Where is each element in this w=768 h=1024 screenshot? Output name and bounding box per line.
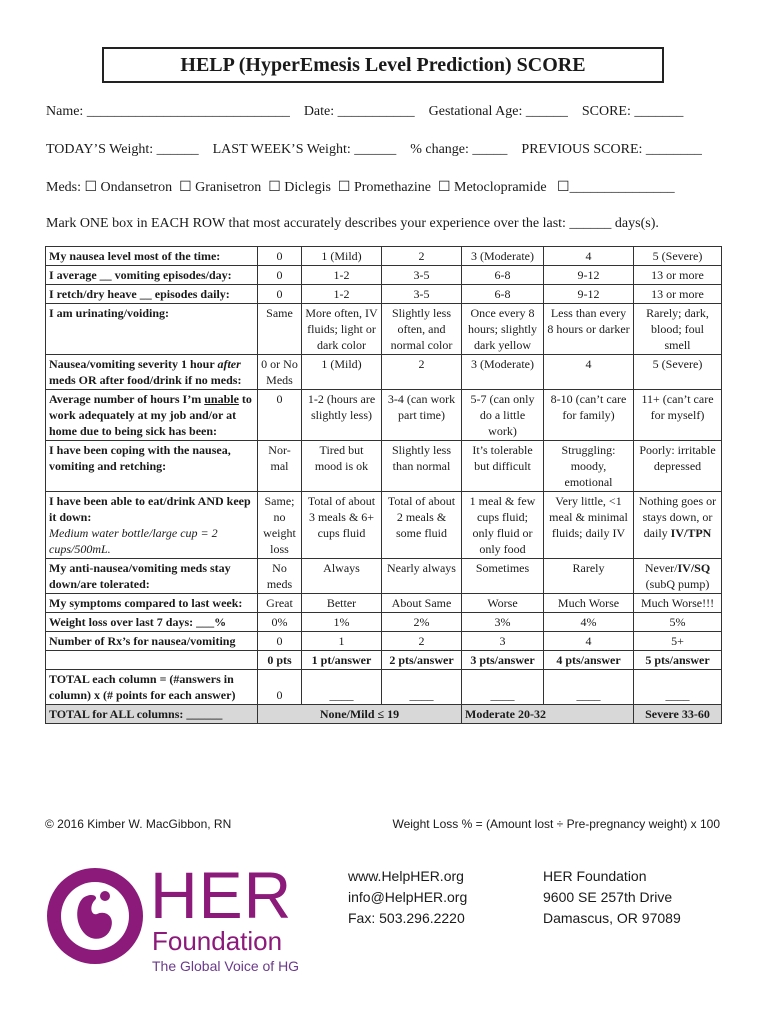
answer-text: 4: [585, 249, 592, 263]
question-text: Nausea/vomiting severity 1 hour: [49, 357, 218, 371]
question-text: I retch/dry heave __ episodes daily:: [49, 287, 230, 301]
answer-cell[interactable]: [634, 355, 722, 390]
answer-cell[interactable]: [258, 594, 302, 613]
points-cell: 2 pts/answer: [382, 651, 462, 670]
answer-cell[interactable]: [302, 492, 382, 559]
answer-cell[interactable]: [258, 285, 302, 304]
answer-text: 1-2 (hours are slightly less): [307, 392, 376, 422]
answer-cell[interactable]: [302, 266, 382, 285]
points-cell: 4 pts/answer: [544, 651, 634, 670]
weight-line: TODAY’S Weight: ______ LAST WEEK’S Weight: ______ % change: _____ PREVIOUS SCORE: ________: [46, 142, 702, 157]
answer-text: 13 or more: [651, 268, 704, 282]
answer-cell[interactable]: [382, 304, 462, 355]
answer-cell[interactable]: [302, 285, 382, 304]
answer-cell[interactable]: [382, 613, 462, 632]
her-foundation-logo-icon: [45, 866, 145, 966]
answer-cell[interactable]: [634, 285, 722, 304]
answer-text: Nor-mal: [268, 443, 291, 473]
website-link[interactable]: www.HelpHER.org: [348, 868, 464, 884]
answer-text: Poorly: irritable depressed: [639, 443, 716, 473]
score-table: [45, 246, 722, 724]
answer-cell[interactable]: [544, 632, 634, 651]
table-row: [46, 355, 722, 390]
answer-cell[interactable]: [382, 266, 462, 285]
answer-text: Sometimes: [475, 561, 530, 575]
answer-cell[interactable]: [462, 355, 544, 390]
question-cell: [46, 390, 258, 441]
answer-cell[interactable]: [544, 613, 634, 632]
answer-text: About Same: [391, 596, 452, 610]
meds-line: Meds: ☐ Ondansetron ☐ Granisetron ☐ Diclegis ☐ Promethazine ☐ Metoclopramide ☐_______________: [46, 180, 675, 195]
answer-cell[interactable]: [258, 559, 302, 594]
answer-cell[interactable]: [462, 441, 544, 492]
answer-text: It’s tolerable but difficult: [472, 443, 533, 473]
answer-cell[interactable]: [302, 632, 382, 651]
question-cell: [46, 594, 258, 613]
answer-cell[interactable]: [634, 304, 722, 355]
answer-text: 5 (Severe): [652, 249, 703, 263]
answer-cell[interactable]: [382, 247, 462, 266]
answer-cell[interactable]: [302, 613, 382, 632]
answer-cell[interactable]: [382, 355, 462, 390]
street-address: 9600 SE 257th Drive: [543, 889, 673, 905]
column-total-cell[interactable]: ____: [634, 670, 722, 705]
answer-text: Never/: [644, 561, 678, 575]
answer-cell[interactable]: [258, 266, 302, 285]
answer-cell[interactable]: [544, 304, 634, 355]
city-state-zip: Damascus, OR 97089: [543, 910, 681, 926]
answer-cell[interactable]: [462, 266, 544, 285]
answer-cell[interactable]: [302, 559, 382, 594]
answer-cell[interactable]: [302, 441, 382, 492]
question-cell: [46, 441, 258, 492]
question-text: My nausea level most of the time:: [49, 249, 221, 263]
question-text: Average number of hours I’m: [49, 392, 205, 406]
answer-text: 9-12: [577, 268, 600, 282]
question-cell: [46, 247, 258, 266]
answer-cell[interactable]: [382, 390, 462, 441]
table-row: [46, 390, 722, 441]
answer-cell[interactable]: [462, 559, 544, 594]
table-row: [46, 559, 722, 594]
answer-text: 0: [276, 634, 283, 648]
answer-text: 2%: [413, 615, 430, 629]
answer-note: (subQ pump): [645, 577, 710, 591]
answer-cell[interactable]: [544, 441, 634, 492]
score-table-body: [46, 247, 722, 724]
answer-text: 1 meal & few cups fluid; only fluid or only food: [469, 494, 536, 556]
question-text: Number of Rx’s for nausea/vomiting: [49, 634, 236, 648]
question-text: Weight loss over last 7 days: ___%: [49, 615, 227, 629]
answer-cell[interactable]: [258, 632, 302, 651]
answer-cell[interactable]: [382, 632, 462, 651]
question-cell: [46, 632, 258, 651]
question-text-end: meds OR after food/drink if no meds:: [49, 373, 242, 387]
points-cell: 5 pts/answer: [634, 651, 722, 670]
answer-text: Worse: [487, 596, 518, 610]
question-text-end: to work adequately at my job and/or at home due to being sick has been:: [49, 392, 252, 438]
question-cell: [46, 492, 258, 559]
answer-text: Much Worse!!!: [640, 596, 715, 610]
table-row: [46, 492, 722, 559]
answer-text: Once every 8 hours; slightly dark yellow: [467, 306, 537, 352]
answer-text: 0: [276, 287, 283, 301]
question-cell: [46, 613, 258, 632]
answer-text: 0: [276, 268, 283, 282]
answer-cell[interactable]: [544, 492, 634, 559]
question-text: I average __ vomiting episodes/day:: [49, 268, 232, 282]
answer-text: 2: [418, 634, 425, 648]
answer-text: 1: [338, 634, 345, 648]
table-row: [46, 247, 722, 266]
org-name: HER Foundation: [543, 868, 647, 884]
answer-bold: IV/TPN: [670, 526, 712, 540]
answer-text: 3%: [494, 615, 511, 629]
answer-cell[interactable]: [544, 390, 634, 441]
answer-bold: IV/SQ: [677, 561, 711, 575]
answer-text: 3 (Moderate): [471, 357, 534, 371]
total-all-row: [46, 705, 722, 724]
logo-tagline: The Global Voice of HG: [152, 958, 300, 974]
answer-cell[interactable]: [462, 492, 544, 559]
answer-cell[interactable]: [382, 285, 462, 304]
answer-text: 8-10 (can’t care for family): [550, 392, 627, 422]
answer-text: 4: [585, 634, 592, 648]
question-cell: [46, 559, 258, 594]
answer-text: 0: [276, 249, 283, 263]
answer-cell[interactable]: [634, 247, 722, 266]
answer-text: Slightly less often, and normal color: [390, 306, 453, 352]
answer-text: 5-7 (can only do a little work): [470, 392, 535, 438]
instruction-line: Mark ONE box in EACH ROW that most accurately describes your experience over the last: ______ days(s).: [46, 216, 659, 231]
table-row: [46, 613, 722, 632]
fax-number: Fax: 503.296.2220: [348, 910, 465, 926]
answer-cell[interactable]: [634, 559, 722, 594]
column-total-cell[interactable]: 0: [258, 670, 302, 705]
answer-text: 3 (Moderate): [471, 249, 534, 263]
contact-web: [348, 866, 467, 929]
answer-cell[interactable]: [382, 492, 462, 559]
answer-text: Rarely: [572, 561, 605, 575]
table-row: [46, 594, 722, 613]
column-total-cell[interactable]: ____: [382, 670, 462, 705]
points-cell: 1 pt/answer: [302, 651, 382, 670]
points-cell: 0 pts: [258, 651, 302, 670]
page-title: HELP (HyperEmesis Level Prediction) SCORE: [102, 47, 664, 83]
answer-text: Less than every 8 hours or darker: [547, 306, 630, 336]
range-severe: Severe 33-60: [634, 705, 722, 724]
answer-text: Slightly less than normal: [391, 443, 451, 473]
answer-text: Tired but mood is ok: [314, 443, 369, 473]
answer-cell[interactable]: [462, 304, 544, 355]
answer-cell[interactable]: [544, 559, 634, 594]
question-text: I am urinating/voiding:: [49, 306, 170, 320]
answer-text: Total of about 2 meals & some fluid: [387, 494, 456, 540]
answer-text: Same; no weight loss: [263, 494, 296, 556]
answer-cell[interactable]: [462, 390, 544, 441]
answer-cell[interactable]: [462, 247, 544, 266]
logo-foundation: Foundation: [152, 926, 283, 956]
answer-cell[interactable]: [634, 266, 722, 285]
answer-text: 2: [418, 357, 425, 371]
answer-cell[interactable]: [544, 355, 634, 390]
answer-text: 1 (Mild): [321, 357, 362, 371]
answer-cell[interactable]: [382, 594, 462, 613]
answer-text: 2: [418, 249, 425, 263]
answer-cell[interactable]: [302, 594, 382, 613]
answer-text: 6-8: [494, 287, 511, 301]
question-text: My anti-nausea/vomiting meds stay down/are tolerated:: [49, 561, 231, 591]
email-link[interactable]: info@HelpHER.org: [348, 889, 468, 905]
answer-text: 9-12: [577, 287, 600, 301]
table-row: [46, 441, 722, 492]
range-moderate: Moderate 20-32: [462, 705, 634, 724]
answer-cell[interactable]: [544, 594, 634, 613]
name-date-line: Name: _____________________________ Date: ___________ Gestational Age: ______ SCORE: _______: [46, 104, 684, 119]
answer-text: No meds: [266, 561, 293, 591]
answer-text: Much Worse: [557, 596, 620, 610]
column-total-cell[interactable]: ____: [462, 670, 544, 705]
answer-text: 11+ (can’t care for myself): [641, 392, 714, 422]
answer-text: 3-5: [413, 268, 430, 282]
answer-cell[interactable]: [634, 441, 722, 492]
answer-cell[interactable]: [302, 355, 382, 390]
answer-cell[interactable]: [462, 285, 544, 304]
points-cell: 3 pts/answer: [462, 651, 544, 670]
answer-text: 4: [585, 357, 592, 371]
answer-text: 3: [499, 634, 506, 648]
answer-cell[interactable]: [462, 613, 544, 632]
answer-cell[interactable]: [462, 632, 544, 651]
total-each-label: TOTAL each column = (#answers in column) x (# points for each answer): [46, 670, 258, 705]
question-cell: [46, 304, 258, 355]
answer-text: Better: [326, 596, 357, 610]
column-total-cell[interactable]: ____: [544, 670, 634, 705]
answer-text: Nothing goes or stays down, or daily: [638, 494, 717, 540]
answer-cell[interactable]: [258, 247, 302, 266]
answer-cell[interactable]: [634, 613, 722, 632]
answer-text: 5%: [669, 615, 686, 629]
answer-text: 1%: [333, 615, 350, 629]
answer-cell[interactable]: [634, 632, 722, 651]
answer-text: 0 or No Meds: [261, 357, 298, 387]
answer-cell[interactable]: [462, 594, 544, 613]
answer-text: 6-8: [494, 268, 511, 282]
answer-text: More often, IV fluids; light or dark color: [305, 306, 378, 352]
answer-text: 0: [276, 392, 283, 406]
points-row: [46, 651, 722, 670]
total-each-row: [46, 670, 722, 705]
answer-cell[interactable]: [382, 441, 462, 492]
answer-text: 4%: [580, 615, 597, 629]
table-row: [46, 266, 722, 285]
answer-text: Same: [266, 306, 293, 320]
answer-cell[interactable]: [302, 304, 382, 355]
answer-cell[interactable]: [634, 492, 722, 559]
answer-cell[interactable]: [634, 594, 722, 613]
answer-cell[interactable]: [258, 304, 302, 355]
answer-cell[interactable]: [634, 390, 722, 441]
answer-text: 3-4 (can work part time): [387, 392, 456, 422]
answer-cell[interactable]: [382, 559, 462, 594]
points-label-cell: [46, 651, 258, 670]
answer-cell[interactable]: [258, 441, 302, 492]
weight-loss-formula: Weight Loss % = (Amount lost ÷ Pre-pregnancy weight) x 100: [392, 817, 720, 831]
answer-text: Total of about 3 meals & 6+ cups fluid: [307, 494, 376, 540]
answer-text: Rarely; dark, blood; foul smell: [646, 306, 709, 352]
question-text: I have been coping with the nausea, vomiting and retching:: [49, 443, 231, 473]
answer-text: 3-5: [413, 287, 430, 301]
range-mild: None/Mild ≤ 19: [258, 705, 462, 724]
question-text: My symptoms compared to last week:: [49, 596, 243, 610]
question-cell: [46, 285, 258, 304]
contact-address: [543, 866, 681, 929]
answer-text: 0%: [271, 615, 288, 629]
total-all-label[interactable]: TOTAL for ALL columns: ______: [46, 705, 258, 724]
logo-her: HER: [150, 858, 293, 932]
answer-cell[interactable]: [544, 247, 634, 266]
question-italic: after: [217, 357, 241, 371]
answer-text: 1 (Mild): [321, 249, 362, 263]
table-row: [46, 632, 722, 651]
answer-text: Always: [323, 561, 360, 575]
answer-text: 1-2: [333, 268, 350, 282]
table-row: [46, 285, 722, 304]
answer-text: Nearly always: [387, 561, 456, 575]
answer-cell[interactable]: [258, 355, 302, 390]
column-total-cell[interactable]: ____: [302, 670, 382, 705]
answer-cell[interactable]: [544, 266, 634, 285]
answer-text: 5 (Severe): [652, 357, 703, 371]
question-cell: [46, 355, 258, 390]
answer-text: Great: [266, 596, 293, 610]
question-note: Medium water bottle/large cup = 2 cups/500mL.: [49, 526, 218, 556]
answer-cell[interactable]: [258, 390, 302, 441]
answer-text: Struggling: moody, emotional: [561, 443, 616, 489]
answer-cell[interactable]: [258, 613, 302, 632]
answer-cell[interactable]: [544, 285, 634, 304]
answer-text: 5+: [671, 634, 684, 648]
answer-text: 1-2: [333, 287, 350, 301]
question-underline: unable: [204, 392, 239, 406]
answer-cell[interactable]: [258, 492, 302, 559]
question-cell: [46, 266, 258, 285]
copyright: © 2016 Kimber W. MacGibbon, RN: [45, 817, 232, 831]
answer-text: 13 or more: [651, 287, 704, 301]
answer-cell[interactable]: [302, 247, 382, 266]
answer-text: Very little, <1 meal & minimal fluids; daily IV: [549, 494, 628, 540]
answer-cell[interactable]: [302, 390, 382, 441]
table-row: [46, 304, 722, 355]
question-text: I have been able to eat/drink AND keep it down:: [49, 494, 251, 524]
